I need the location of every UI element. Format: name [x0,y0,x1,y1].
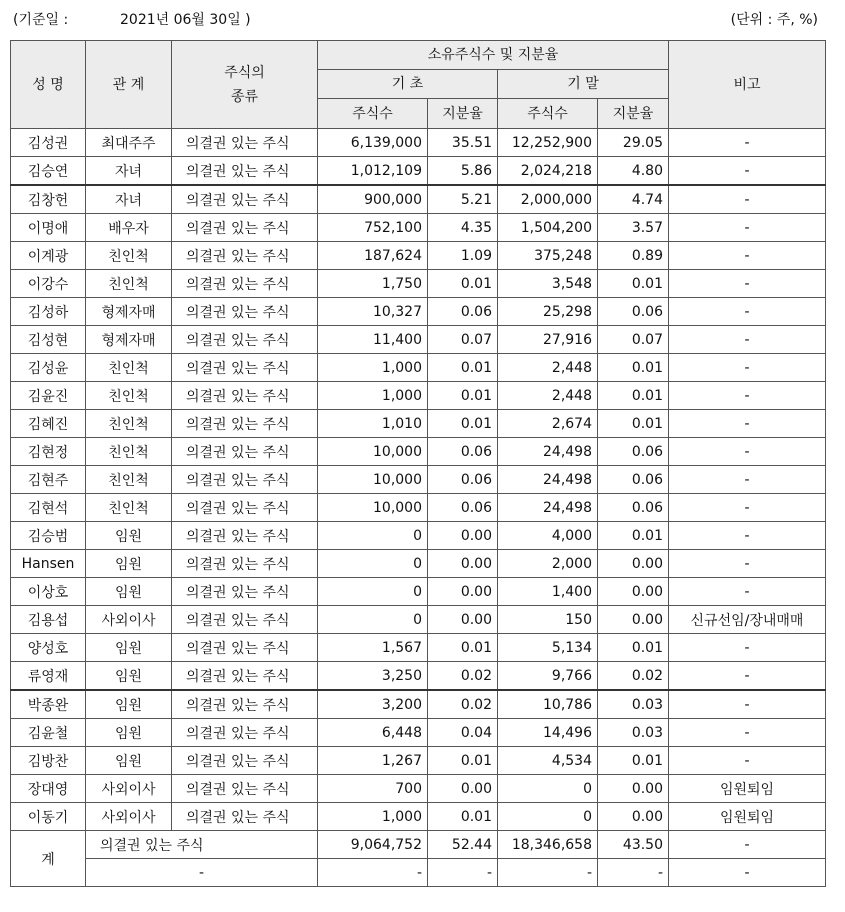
note-cell: - [669,185,826,214]
col-kind-line1: 주식의 [224,64,265,81]
begin-shares-cell: 3,250 [318,662,428,691]
total-begin-ratio: 52.44 [428,831,498,859]
note-cell: - [669,298,826,326]
begin-ratio-cell: 0.01 [428,382,498,410]
end-ratio-cell: 0.00 [598,775,669,803]
relation-cell: 자녀 [86,185,172,214]
end-shares-cell: 4,534 [498,747,598,775]
note-cell: - [669,634,826,662]
name-cell: 양성호 [11,634,86,662]
begin-shares-cell: 10,000 [318,438,428,466]
begin-ratio-cell: 0.04 [428,719,498,747]
end-ratio-cell: 0.01 [598,747,669,775]
relation-cell: 사외이사 [86,606,172,634]
begin-shares-cell: 1,000 [318,354,428,382]
relation-cell: 배우자 [86,214,172,242]
kind-cell: 의결권 있는 주식 [172,382,318,410]
name-cell: 김현주 [11,466,86,494]
shareholder-table [10,40,826,887]
table-row [11,242,826,270]
col-kind-line2: 종류 [230,88,259,105]
end-ratio-cell: 0.02 [598,662,669,691]
unit-label: (단위 : 주, %) [730,12,818,28]
begin-ratio-cell: 5.86 [428,157,498,186]
col-end-shares-header: 주식수 [498,99,598,129]
table-row [11,578,826,606]
note-cell: - [669,214,826,242]
name-cell: 김성윤 [11,354,86,382]
kind-cell: 의결권 있는 주식 [172,298,318,326]
begin-shares-cell: 0 [318,578,428,606]
total-row-2 [11,859,826,887]
relation-cell: 임원 [86,690,172,719]
end-shares-cell: 9,766 [498,662,598,691]
note-cell: - [669,466,826,494]
table-row [11,803,826,831]
note-cell: - [669,157,826,186]
begin-ratio-cell: 0.00 [428,522,498,550]
col-group-header: 소유주식수 및 지분율 [318,41,669,70]
begin-shares-cell: 1,567 [318,634,428,662]
name-cell: 김방찬 [11,747,86,775]
kind-cell: 의결권 있는 주식 [172,494,318,522]
kind-cell: 의결권 있는 주식 [172,747,318,775]
note-cell: - [669,242,826,270]
end-ratio-cell: 0.01 [598,382,669,410]
begin-ratio-cell: 0.01 [428,634,498,662]
begin-shares-cell: 1,750 [318,270,428,298]
begin-shares-cell: 11,400 [318,326,428,354]
name-cell: 김현석 [11,494,86,522]
relation-cell: 자녀 [86,157,172,186]
col-end-ratio-header: 지분율 [598,99,669,129]
relation-cell: 친인척 [86,410,172,438]
begin-ratio-cell: 0.01 [428,747,498,775]
begin-shares-cell: 10,327 [318,298,428,326]
total-row [11,831,826,859]
total2-kind: - [86,859,318,887]
end-ratio-cell: 0.01 [598,270,669,298]
end-shares-cell: 375,248 [498,242,598,270]
end-shares-cell: 0 [498,803,598,831]
note-cell: - [669,270,826,298]
begin-ratio-cell: 0.00 [428,775,498,803]
total2-begin-shares: - [318,859,428,887]
table-row [11,326,826,354]
col-relation-header: 관 계 [86,41,172,129]
begin-shares-cell: 900,000 [318,185,428,214]
begin-shares-cell: 1,010 [318,410,428,438]
begin-shares-cell: 6,139,000 [318,129,428,157]
end-shares-cell: 2,024,218 [498,157,598,186]
end-ratio-cell: 0.06 [598,438,669,466]
table-row [11,298,826,326]
col-begin-header: 기 초 [318,70,498,99]
end-shares-cell: 12,252,900 [498,129,598,157]
report-header [0,0,845,30]
col-name-header: 성 명 [11,41,86,129]
end-ratio-cell: 0.03 [598,690,669,719]
name-cell: 김성현 [11,326,86,354]
name-cell: 김성하 [11,298,86,326]
note-cell: - [669,438,826,466]
name-cell: 류영재 [11,662,86,691]
begin-shares-cell: 1,012,109 [318,157,428,186]
end-shares-cell: 14,496 [498,719,598,747]
name-cell: 김승연 [11,157,86,186]
end-ratio-cell: 29.05 [598,129,669,157]
end-shares-cell: 4,000 [498,522,598,550]
table-row [11,157,826,186]
total2-end-shares: - [498,859,598,887]
basis-date-label: (기준일 : [13,12,69,28]
end-ratio-cell: 0.01 [598,354,669,382]
end-ratio-cell: 0.01 [598,522,669,550]
col-begin-ratio-header: 지분율 [428,99,498,129]
end-shares-cell: 2,674 [498,410,598,438]
begin-ratio-cell: 1.09 [428,242,498,270]
relation-cell: 형제자매 [86,326,172,354]
kind-cell: 의결권 있는 주식 [172,242,318,270]
relation-cell: 임원 [86,719,172,747]
end-ratio-cell: 0.01 [598,634,669,662]
kind-cell: 의결권 있는 주식 [172,803,318,831]
table-row [11,522,826,550]
end-ratio-cell: 0.06 [598,466,669,494]
end-ratio-cell: 0.06 [598,494,669,522]
begin-shares-cell: 1,267 [318,747,428,775]
begin-ratio-cell: 0.01 [428,803,498,831]
note-cell: - [669,690,826,719]
name-cell: 김혜진 [11,410,86,438]
note-cell: 임원퇴임 [669,775,826,803]
kind-cell: 의결권 있는 주식 [172,662,318,691]
begin-shares-cell: 0 [318,550,428,578]
table-row [11,719,826,747]
begin-ratio-cell: 0.00 [428,606,498,634]
note-cell: 임원퇴임 [669,803,826,831]
relation-cell: 최대주주 [86,129,172,157]
begin-ratio-cell: 0.00 [428,550,498,578]
kind-cell: 의결권 있는 주식 [172,185,318,214]
table-row [11,494,826,522]
relation-cell: 형제자매 [86,298,172,326]
begin-shares-cell: 187,624 [318,242,428,270]
table-row [11,606,826,634]
note-cell: - [669,354,826,382]
table-row [11,410,826,438]
begin-ratio-cell: 0.06 [428,494,498,522]
end-ratio-cell: 0.03 [598,719,669,747]
name-cell: 이계광 [11,242,86,270]
note-cell: - [669,382,826,410]
table-row [11,690,826,719]
end-ratio-cell: 4.74 [598,185,669,214]
name-cell: 이동기 [11,803,86,831]
table-row [11,270,826,298]
relation-cell: 임원 [86,747,172,775]
name-cell: 김성권 [11,129,86,157]
total-note: - [669,831,826,859]
end-ratio-cell: 0.00 [598,606,669,634]
total-kind: 의결권 있는 주식 [86,831,318,859]
end-ratio-cell: 0.01 [598,410,669,438]
kind-cell: 의결권 있는 주식 [172,410,318,438]
name-cell: 김윤진 [11,382,86,410]
col-begin-shares-header: 주식수 [318,99,428,129]
table-row [11,438,826,466]
note-cell: - [669,719,826,747]
table-row [11,747,826,775]
total-begin-shares: 9,064,752 [318,831,428,859]
relation-cell: 임원 [86,662,172,691]
note-cell: - [669,326,826,354]
end-ratio-cell: 0.00 [598,803,669,831]
total-label: 계 [11,831,86,887]
begin-ratio-cell: 5.21 [428,185,498,214]
begin-shares-cell: 752,100 [318,214,428,242]
note-cell: 신규선임/장내매매 [669,606,826,634]
table-row [11,550,826,578]
relation-cell: 친인척 [86,382,172,410]
relation-cell: 친인척 [86,466,172,494]
end-ratio-cell: 0.00 [598,550,669,578]
table-row [11,382,826,410]
end-ratio-cell: 0.06 [598,298,669,326]
total-end-ratio: 43.50 [598,831,669,859]
begin-ratio-cell: 0.01 [428,354,498,382]
end-shares-cell: 24,498 [498,438,598,466]
col-note-header: 비고 [669,41,826,129]
total-end-shares: 18,346,658 [498,831,598,859]
begin-shares-cell: 3,200 [318,690,428,719]
table-row [11,466,826,494]
begin-shares-cell: 10,000 [318,466,428,494]
end-ratio-cell: 0.00 [598,578,669,606]
end-ratio-cell: 3.57 [598,214,669,242]
begin-shares-cell: 1,000 [318,803,428,831]
name-cell: 김현정 [11,438,86,466]
relation-cell: 사외이사 [86,803,172,831]
relation-cell: 친인척 [86,270,172,298]
begin-shares-cell: 1,000 [318,382,428,410]
begin-shares-cell: 6,448 [318,719,428,747]
begin-ratio-cell: 0.02 [428,690,498,719]
kind-cell: 의결권 있는 주식 [172,719,318,747]
note-cell: - [669,550,826,578]
table-header [11,41,826,129]
relation-cell: 임원 [86,550,172,578]
end-shares-cell: 2,448 [498,382,598,410]
relation-cell: 친인척 [86,354,172,382]
kind-cell: 의결권 있는 주식 [172,550,318,578]
table-row [11,354,826,382]
col-end-header: 기 말 [498,70,669,99]
end-shares-cell: 3,548 [498,270,598,298]
begin-ratio-cell: 0.01 [428,410,498,438]
end-shares-cell: 5,134 [498,634,598,662]
table-row [11,662,826,691]
total2-begin-ratio: - [428,859,498,887]
name-cell: 박종완 [11,690,86,719]
kind-cell: 의결권 있는 주식 [172,634,318,662]
name-cell: 김승범 [11,522,86,550]
note-cell: - [669,662,826,691]
total2-note: - [669,859,826,887]
table-row [11,214,826,242]
kind-cell: 의결권 있는 주식 [172,606,318,634]
begin-shares-cell: 10,000 [318,494,428,522]
begin-ratio-cell: 0.06 [428,466,498,494]
relation-cell: 사외이사 [86,775,172,803]
begin-ratio-cell: 0.02 [428,662,498,691]
kind-cell: 의결권 있는 주식 [172,522,318,550]
note-cell: - [669,522,826,550]
note-cell: - [669,578,826,606]
end-shares-cell: 2,000 [498,550,598,578]
kind-cell: 의결권 있는 주식 [172,690,318,719]
end-ratio-cell: 4.80 [598,157,669,186]
end-shares-cell: 150 [498,606,598,634]
name-cell: Hansen [11,550,86,578]
relation-cell: 친인척 [86,438,172,466]
begin-shares-cell: 0 [318,522,428,550]
begin-ratio-cell: 0.06 [428,298,498,326]
table-row [11,775,826,803]
begin-ratio-cell: 0.07 [428,326,498,354]
end-ratio-cell: 0.07 [598,326,669,354]
kind-cell: 의결권 있는 주식 [172,466,318,494]
note-cell: - [669,129,826,157]
table-row [11,129,826,157]
kind-cell: 의결권 있는 주식 [172,214,318,242]
total2-end-ratio: - [598,859,669,887]
note-cell: - [669,410,826,438]
end-shares-cell: 2,000,000 [498,185,598,214]
begin-shares-cell: 0 [318,606,428,634]
relation-cell: 친인척 [86,242,172,270]
end-shares-cell: 27,916 [498,326,598,354]
basis-date-value: 2021년 06월 30일 ) [120,12,251,28]
table-row [11,185,826,214]
kind-cell: 의결권 있는 주식 [172,354,318,382]
col-kind-header [172,41,318,129]
kind-cell: 의결권 있는 주식 [172,326,318,354]
name-cell: 김용섭 [11,606,86,634]
end-shares-cell: 24,498 [498,466,598,494]
name-cell: 이강수 [11,270,86,298]
relation-cell: 임원 [86,634,172,662]
begin-ratio-cell: 4.35 [428,214,498,242]
kind-cell: 의결권 있는 주식 [172,157,318,186]
relation-cell: 임원 [86,578,172,606]
begin-ratio-cell: 0.00 [428,578,498,606]
end-shares-cell: 1,400 [498,578,598,606]
name-cell: 이상호 [11,578,86,606]
kind-cell: 의결권 있는 주식 [172,270,318,298]
end-shares-cell: 24,498 [498,494,598,522]
table-row [11,634,826,662]
relation-cell: 임원 [86,522,172,550]
begin-shares-cell: 700 [318,775,428,803]
kind-cell: 의결권 있는 주식 [172,578,318,606]
relation-cell: 친인척 [86,494,172,522]
begin-ratio-cell: 0.01 [428,270,498,298]
end-ratio-cell: 0.89 [598,242,669,270]
end-shares-cell: 25,298 [498,298,598,326]
table-body [11,129,826,887]
end-shares-cell: 10,786 [498,690,598,719]
name-cell: 김창헌 [11,185,86,214]
kind-cell: 의결권 있는 주식 [172,775,318,803]
begin-ratio-cell: 35.51 [428,129,498,157]
name-cell: 김윤철 [11,719,86,747]
end-shares-cell: 2,448 [498,354,598,382]
begin-ratio-cell: 0.06 [428,438,498,466]
name-cell: 이명애 [11,214,86,242]
end-shares-cell: 1,504,200 [498,214,598,242]
kind-cell: 의결권 있는 주식 [172,129,318,157]
kind-cell: 의결권 있는 주식 [172,438,318,466]
note-cell: - [669,494,826,522]
name-cell: 장대영 [11,775,86,803]
end-shares-cell: 0 [498,775,598,803]
note-cell: - [669,747,826,775]
